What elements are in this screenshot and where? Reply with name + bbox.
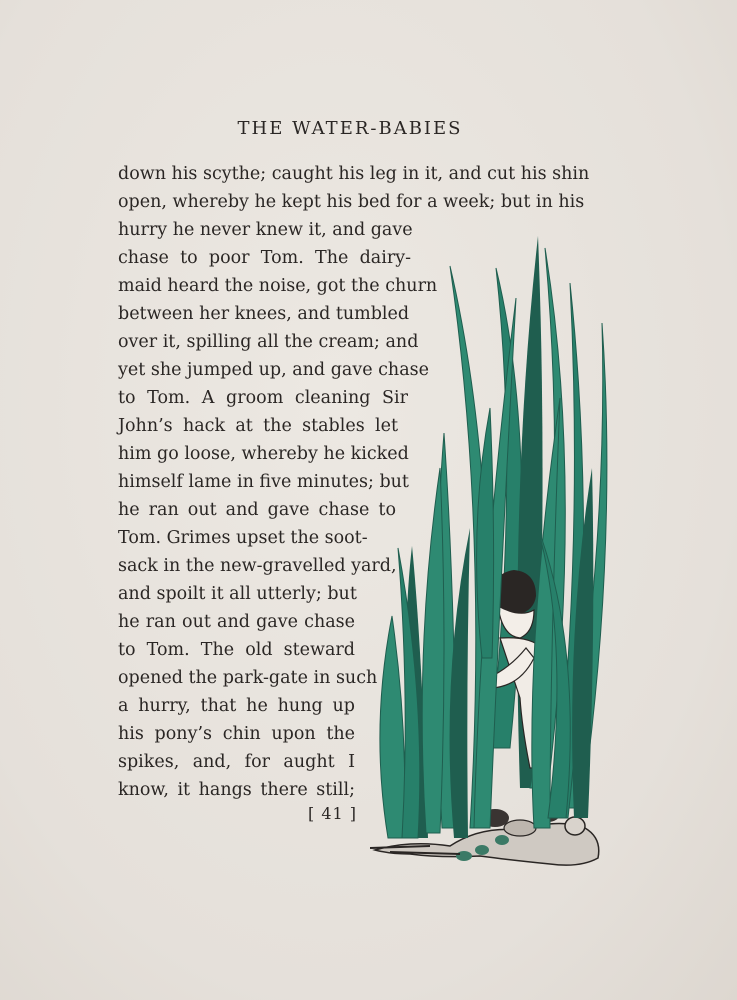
text-line: to Tom. A groom cleaning Sir	[118, 388, 408, 408]
text-line: between her knees, and tumbled	[118, 304, 410, 324]
reeds-illustration	[370, 228, 615, 873]
text-line: sack in the new-gravelled yard,	[118, 556, 397, 576]
reed-blade	[422, 468, 444, 833]
stone	[565, 817, 585, 835]
text-line: himself lame in five minutes; but	[118, 472, 409, 492]
reed-blade	[450, 528, 470, 838]
pebble	[475, 845, 489, 855]
reeds-drawing	[370, 228, 615, 873]
stone	[504, 820, 536, 836]
text-line: a hurry, that he hung up	[118, 696, 355, 716]
text-line: yet she jumped up, and gave chase	[118, 360, 429, 380]
text-line: Tom. Grimes upset the soot-	[118, 528, 368, 548]
reed-blade	[380, 616, 405, 838]
text-line: hurry he never knew it, and gave	[118, 220, 413, 240]
text-line: John’s hack at the stables let	[118, 416, 398, 436]
pebble	[456, 851, 472, 861]
text-line: he ran out and gave chase to	[118, 500, 396, 520]
text-line: his pony’s chin upon the	[118, 724, 355, 744]
text-line: he ran out and gave chase	[118, 612, 355, 632]
text-line: spikes, and, for aught I	[118, 752, 355, 772]
running-title: THE WATER-BABIES	[237, 118, 463, 139]
text-line: him go loose, whereby he kicked	[118, 444, 409, 464]
text-line: opened the park-gate in such	[118, 668, 378, 688]
text-line: know, it hangs there still;	[118, 780, 355, 800]
text-line: chase to poor Tom. The dairy-	[118, 248, 411, 268]
text-line: over it, spilling all the cream; and	[118, 332, 419, 352]
text-line: to Tom. The old steward	[118, 640, 355, 660]
pebble	[495, 835, 509, 845]
text-line: maid heard the noise, got the churn	[118, 276, 438, 296]
text-line: open, whereby he kept his bed for a week; but in his	[118, 192, 585, 212]
text-line: and spoilt it all utterly; but	[118, 584, 357, 604]
page-number: [ 41 ]	[308, 804, 358, 823]
text-line: down his scythe; caught his leg in it, and cut his shin	[118, 164, 590, 184]
